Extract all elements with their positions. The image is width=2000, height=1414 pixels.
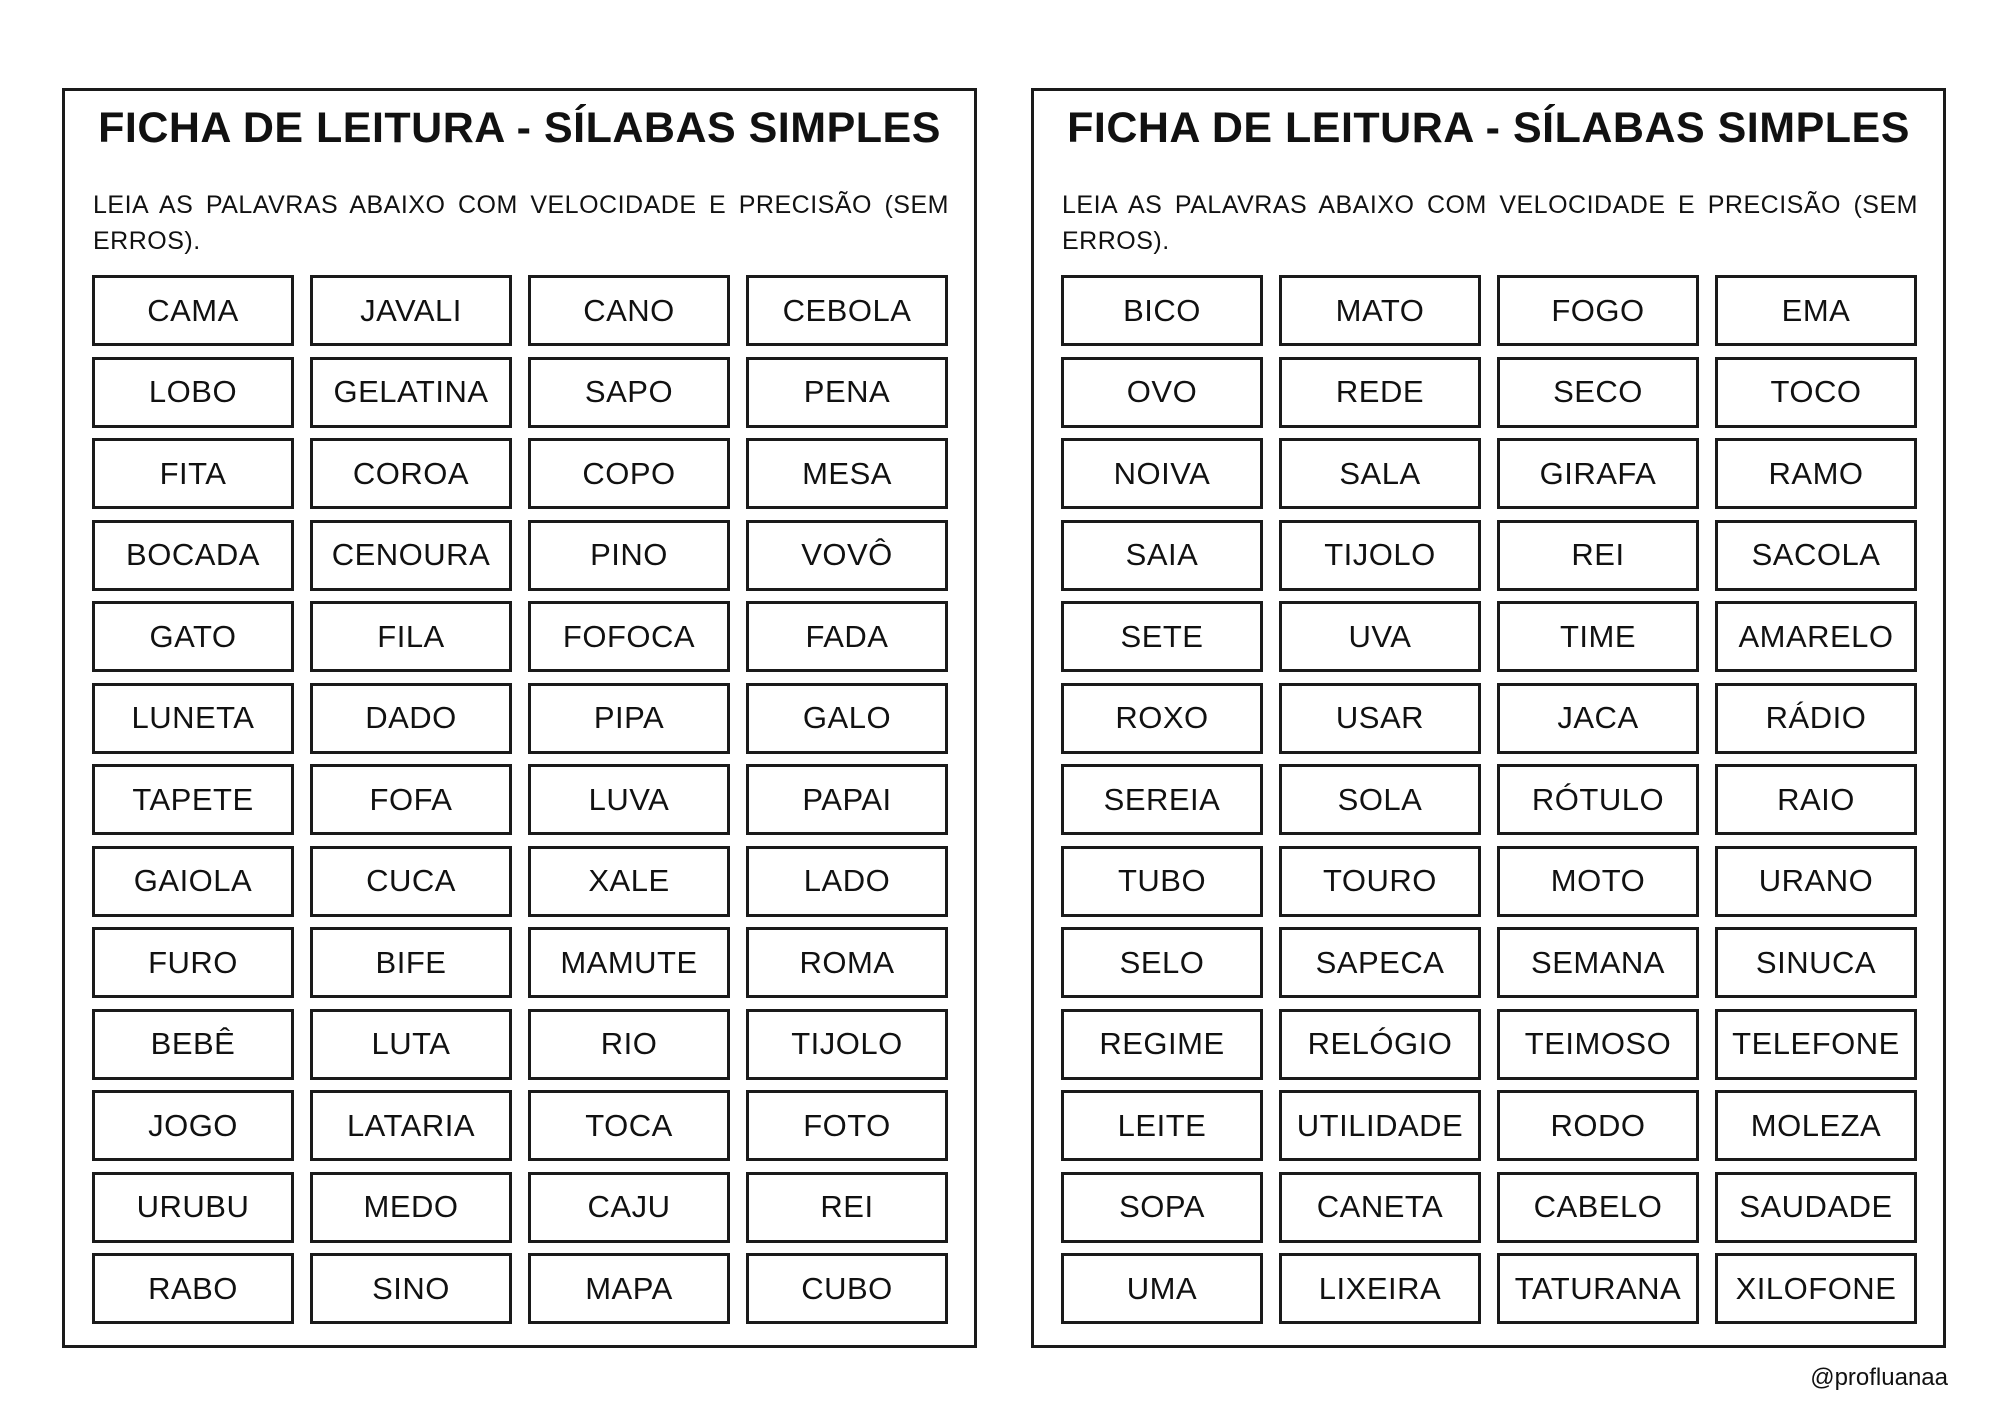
word-card: SACOLA (1715, 520, 1917, 591)
word-card: UTILIDADE (1279, 1090, 1481, 1161)
word-card: PIPA (528, 683, 730, 754)
word-card: REGIME (1061, 1009, 1263, 1080)
word-card: CENOURA (310, 520, 512, 591)
word-card: PENA (746, 357, 948, 428)
word-card: JAVALI (310, 275, 512, 346)
word-card: TIJOLO (746, 1009, 948, 1080)
sheet-title: FICHA DE LEITURA - SÍLABAS SIMPLES (98, 104, 941, 152)
word-card: RÁDIO (1715, 683, 1917, 754)
word-card: SEREIA (1061, 764, 1263, 835)
word-card: LEITE (1061, 1090, 1263, 1161)
word-card: LOBO (92, 357, 294, 428)
word-card: VOVÔ (746, 520, 948, 591)
word-card: UVA (1279, 601, 1481, 672)
word-card: MESA (746, 438, 948, 509)
word-grid (92, 275, 950, 1324)
word-card: CUBO (746, 1253, 948, 1324)
word-card: FOGO (1497, 275, 1699, 346)
word-card: SECO (1497, 357, 1699, 428)
word-card: MAMUTE (528, 927, 730, 998)
word-card: BOCADA (92, 520, 294, 591)
word-card: BEBÊ (92, 1009, 294, 1080)
word-card: CEBOLA (746, 275, 948, 346)
word-card: TOCA (528, 1090, 730, 1161)
word-card: NOIVA (1061, 438, 1263, 509)
word-card: GIRAFA (1497, 438, 1699, 509)
word-card: RODO (1497, 1090, 1699, 1161)
word-card: SAUDADE (1715, 1172, 1917, 1243)
word-card: LADO (746, 846, 948, 917)
sheet-instructions: LEIA AS PALAVRAS ABAIXO COM VELOCIDADE E PRECISÃO (SEM ERROS). (1062, 191, 1918, 255)
word-card: REDE (1279, 357, 1481, 428)
word-card: MEDO (310, 1172, 512, 1243)
word-card: MOTO (1497, 846, 1699, 917)
word-card: TEIMOSO (1497, 1009, 1699, 1080)
word-card: TIME (1497, 601, 1699, 672)
word-card: RAIO (1715, 764, 1917, 835)
word-card: FOTO (746, 1090, 948, 1161)
word-card: SOPA (1061, 1172, 1263, 1243)
word-card: FILA (310, 601, 512, 672)
word-card: SALA (1279, 438, 1481, 509)
word-card: RABO (92, 1253, 294, 1324)
word-card: LUNETA (92, 683, 294, 754)
word-card: GELATINA (310, 357, 512, 428)
word-card: COPO (528, 438, 730, 509)
word-card: TOURO (1279, 846, 1481, 917)
word-card: XILOFONE (1715, 1253, 1917, 1324)
word-card: MAPA (528, 1253, 730, 1324)
word-card: GATO (92, 601, 294, 672)
word-card: LIXEIRA (1279, 1253, 1481, 1324)
word-card: LUTA (310, 1009, 512, 1080)
word-card: SAIA (1061, 520, 1263, 591)
word-card: RÓTULO (1497, 764, 1699, 835)
word-card: BIFE (310, 927, 512, 998)
word-card: PINO (528, 520, 730, 591)
word-card: TAPETE (92, 764, 294, 835)
word-card: ROXO (1061, 683, 1263, 754)
sheet-instructions: LEIA AS PALAVRAS ABAIXO COM VELOCIDADE E PRECISÃO (SEM ERROS). (93, 191, 949, 255)
word-card: LATARIA (310, 1090, 512, 1161)
word-card: RAMO (1715, 438, 1917, 509)
word-card: USAR (1279, 683, 1481, 754)
word-card: SELO (1061, 927, 1263, 998)
word-card: CABELO (1497, 1172, 1699, 1243)
word-card: JOGO (92, 1090, 294, 1161)
word-card: GAIOLA (92, 846, 294, 917)
word-card: COROA (310, 438, 512, 509)
word-card: MATO (1279, 275, 1481, 346)
word-grid (1061, 275, 1919, 1324)
word-card: FOFOCA (528, 601, 730, 672)
word-card: REI (746, 1172, 948, 1243)
word-card: JACA (1497, 683, 1699, 754)
word-card: CANO (528, 275, 730, 346)
word-card: TUBO (1061, 846, 1263, 917)
word-card: FURO (92, 927, 294, 998)
word-card: SETE (1061, 601, 1263, 672)
word-card: OVO (1061, 357, 1263, 428)
word-card: FOFA (310, 764, 512, 835)
word-card: URUBU (92, 1172, 294, 1243)
word-card: SAPECA (1279, 927, 1481, 998)
word-card: URANO (1715, 846, 1917, 917)
sheet-title: FICHA DE LEITURA - SÍLABAS SIMPLES (1067, 104, 1910, 152)
word-card: FITA (92, 438, 294, 509)
word-card: RELÓGIO (1279, 1009, 1481, 1080)
word-card: LUVA (528, 764, 730, 835)
word-card: CANETA (1279, 1172, 1481, 1243)
word-card: TIJOLO (1279, 520, 1481, 591)
word-card: FADA (746, 601, 948, 672)
word-card: CAJU (528, 1172, 730, 1243)
word-card: SINO (310, 1253, 512, 1324)
word-card: EMA (1715, 275, 1917, 346)
word-card: SAPO (528, 357, 730, 428)
word-card: TATURANA (1497, 1253, 1699, 1324)
word-card: SINUCA (1715, 927, 1917, 998)
reading-sheet-right (1031, 88, 1946, 1348)
reading-sheet-left (62, 88, 977, 1348)
word-card: SEMANA (1497, 927, 1699, 998)
word-card: MOLEZA (1715, 1090, 1917, 1161)
word-card: XALE (528, 846, 730, 917)
word-card: AMARELO (1715, 601, 1917, 672)
word-card: BICO (1061, 275, 1263, 346)
word-card: TOCO (1715, 357, 1917, 428)
word-card: TELEFONE (1715, 1009, 1917, 1080)
word-card: SOLA (1279, 764, 1481, 835)
word-card: CAMA (92, 275, 294, 346)
author-credit: @profluanaa (1810, 1364, 1948, 1391)
word-card: DADO (310, 683, 512, 754)
word-card: GALO (746, 683, 948, 754)
word-card: RIO (528, 1009, 730, 1080)
word-card: UMA (1061, 1253, 1263, 1324)
word-card: REI (1497, 520, 1699, 591)
word-card: PAPAI (746, 764, 948, 835)
word-card: ROMA (746, 927, 948, 998)
word-card: CUCA (310, 846, 512, 917)
